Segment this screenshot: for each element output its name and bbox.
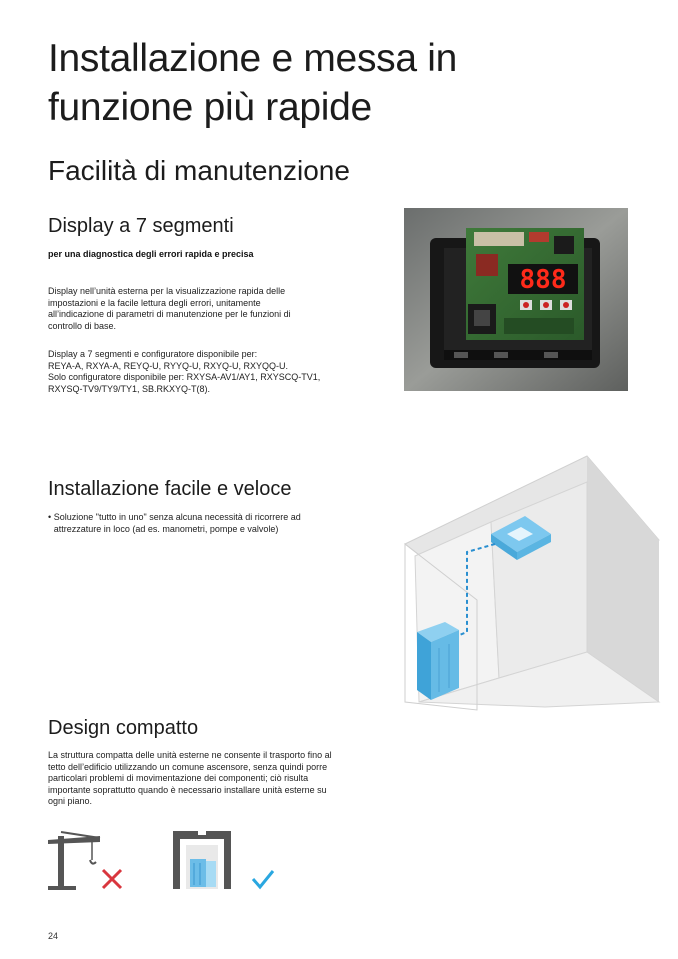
compact-paragraph: La struttura compatta delle unità esterne ne consente il trasporto fino al tetto dell’edificio utilizzando un comune ascensore, senza quindi porre particolari problemi di movimentazione dei componenti; ciò risulta importante soprattutto quando è necessario installare unità esterne su ogni piano. (48, 750, 332, 806)
elevator-icon (172, 829, 234, 891)
display-paragraph-2 (48, 349, 348, 395)
display-paragraph-2-line-2: REYA-A, RXYA-A, REYQ-U, RYYQ-U, RXYQ-U, RXYQQ-U. (48, 360, 289, 371)
section-title: Facilità di manutenzione (48, 155, 350, 186)
display-paragraph-2-line-3: Solo configuratore disponibile per: RXYSA-AV1/AY1, RXYSCQ-TV1, (48, 372, 321, 382)
display-paragraph-2-line-1: Display a 7 segmenti e configuratore disponibile per: (48, 349, 258, 359)
page-title: Installazione e messa in funzione più rapide (48, 37, 458, 129)
display-paragraph-1: Display nell’unità esterna per la visualizzazione rapida delle impostazioni e la facile lettura degli errori, unitamente all’indicazione di parametri di manutenzione per le funzioni di controllo di base. (48, 286, 291, 331)
page-number: 24 (48, 931, 59, 941)
bullet-marker: • (48, 512, 52, 522)
seven-segment-display-photo (404, 208, 628, 391)
display-paragraph-2-line-4: RXYSQ-TV9/TY9/TY1, SB.RKXYQ-T(8). (48, 383, 211, 394)
install-bullet-text: Soluzione "tutto in uno" senza alcuna necessità di ricorrere ad attrezzature in loco (ad es. manometri, pompe e valvole) (53, 512, 301, 534)
allowed-check-icon (250, 868, 276, 890)
segment-digits: 888 (519, 265, 567, 295)
install-bullet (48, 512, 328, 535)
compact-heading: Design compatto (48, 717, 199, 739)
not-allowed-cross-icon (100, 867, 124, 891)
display-heading: Display a 7 segmenti (48, 215, 234, 237)
display-subheading: per una diagnostica degli errori rapida e precisa (48, 249, 254, 259)
building-installation-illustration (395, 452, 663, 712)
install-heading: Installazione facile e veloce (48, 478, 292, 500)
